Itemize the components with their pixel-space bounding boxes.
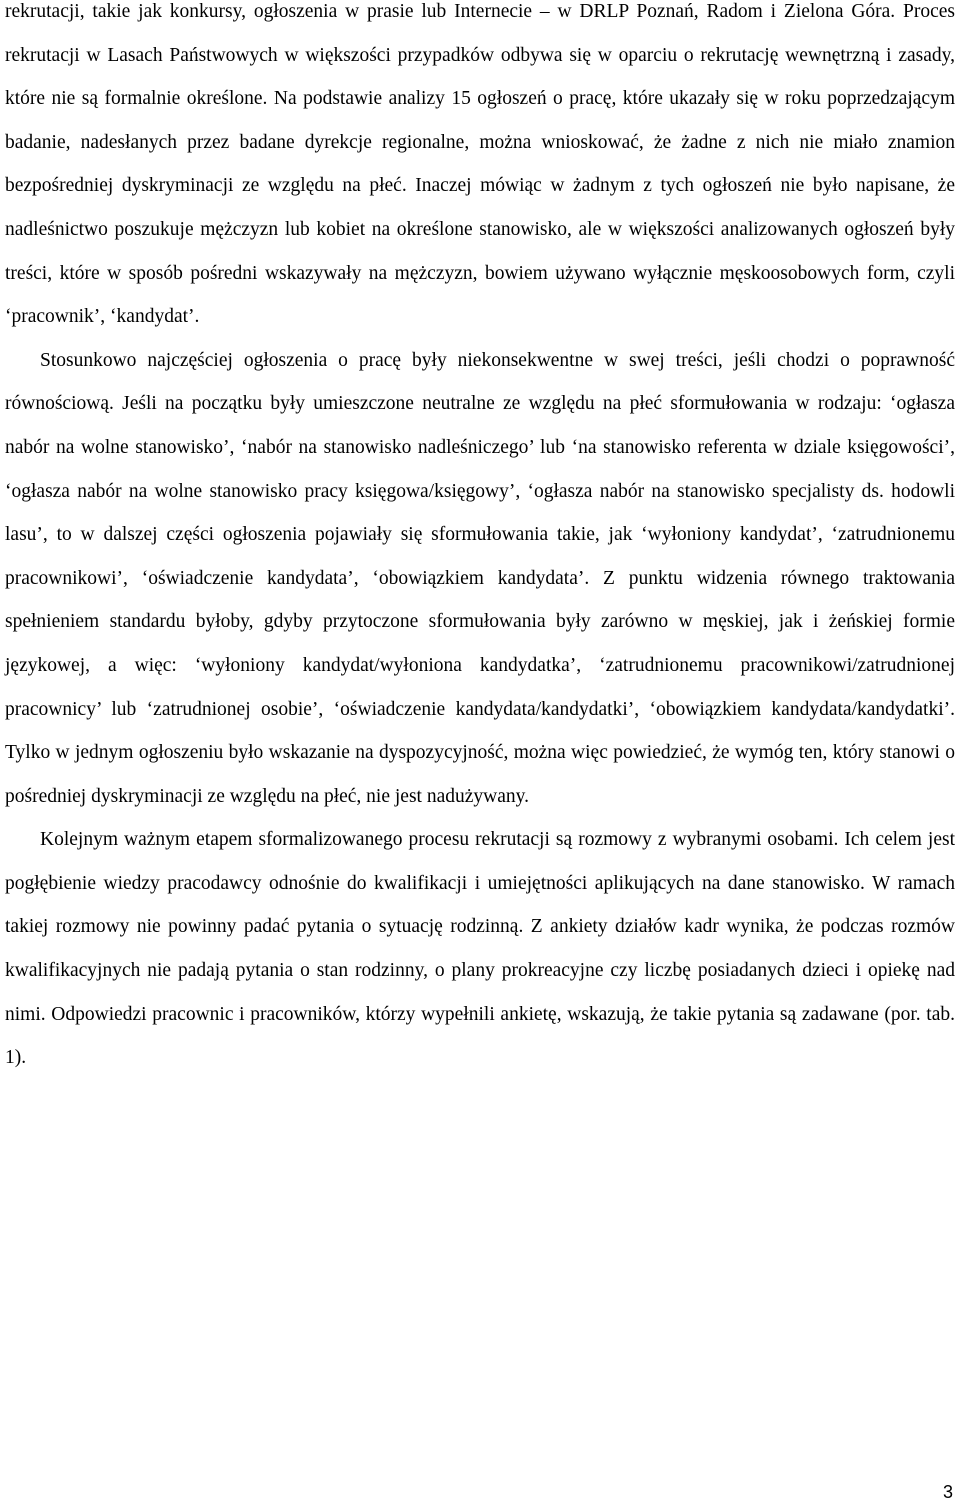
paragraph-2: Stosunkowo najczęściej ogłoszenia o pracę były niekonsekwentne w swej treści, jeśli chodzi o poprawność równościową. Jeśli na początku były umieszczone neutralne ze względu na płeć sformułowania w rodzaju: ‘ogłasza nabór na wolne stanowisko’, ‘nabór na stanowisko nadleśniczego’ lub ‘na stanowisko referenta w dziale księgowości’, ‘ogłasza nabór na wolne stanowisko pracy księgowa/księgowy’, ‘ogłasza nabór na stanowisko specjalisty ds. hodowli lasu’, to w dalszej części ogłoszenia pojawiały się sformułowania takie, jak ‘wyłoniony kandydat’, ‘zatrudnionemu pracownikowi’, ‘oświadczenie kandydata’, ‘obowiązkiem kandydata’. Z punktu widzenia równego traktowania spełnieniem standardu byłoby, gdyby przytoczone sformułowania były zarówno w męskiej, jak i żeńskiej formie językowej, a więc: ‘wyłoniony kandydat/wyłoniona kandydatka’, ‘zatrudnionemu pracownikowi/zatrudnionej pracownicy’ lub ‘zatrudnionej osobie’, ‘oświadczenie kandydata/kandydatki’, ‘obowiązkiem kandydata/kandydatki’. Tylko w jednym ogłoszeniu było wskazanie na dyspozycyjność, można więc powiedzieć, że wymóg ten, który stanowi o pośredniej dyskryminacji ze względu na płeć, nie jest nadużywany. <box>5 349 955 807</box>
page-number: 3 <box>942 1482 953 1502</box>
document-page <box>5 0 955 1080</box>
paragraph-3: Kolejnym ważnym etapem sformalizowanego procesu rekrutacji są rozmowy z wybranymi osobami. Ich celem jest pogłębienie wiedzy pracodawcy odnośnie do kwalifikacji i umiejętności aplikujących na dane stanowisko. W ramach takiej rozmowy nie powinny padać pytania o sytuację rodzinną. Z ankiety działów kadr wynika, że podczas rozmów kwalifikacyjnych nie padają pytania o stan rodzinny, o plany prokreacyjne czy liczbę posiadanych dzieci i opiekę nad nimi. Odpowiedzi pracownic i pracowników, którzy wypełnili ankietę, wskazują, że takie pytania są zadawane (por. tab. 1). <box>5 829 955 1069</box>
paragraph-1: rekrutacji, takie jak konkursy, ogłoszenia w prasie lub Internecie – w DRLP Poznań, Radom i Zielona Góra. Proces rekrutacji w Lasach Państwowych w większości przypadków odbywa się w oparciu o rekrutację wewnętrzną i zasady, które nie są formalnie określone. Na podstawie analizy 15 ogłoszeń o pracę, które ukazały się w roku poprzedzającym badanie, nadesłanych przez badane dyrekcje regionalne, można wnioskować, że żadne z nich nie miało znamion bezpośredniej dyskryminacji ze względu na płeć. Inaczej mówiąc w żadnym z tych ogłoszeń nie było napisane, że nadleśnictwo poszukuje mężczyzn lub kobiet na określone stanowisko, ale w większości analizowanych ogłoszeń były treści, które w sposób pośredni wskazywały na mężczyzn, bowiem używano wyłącznie męskoosobowych form, czyli ‘pracownik’, ‘kandydat’. <box>5 1 955 328</box>
